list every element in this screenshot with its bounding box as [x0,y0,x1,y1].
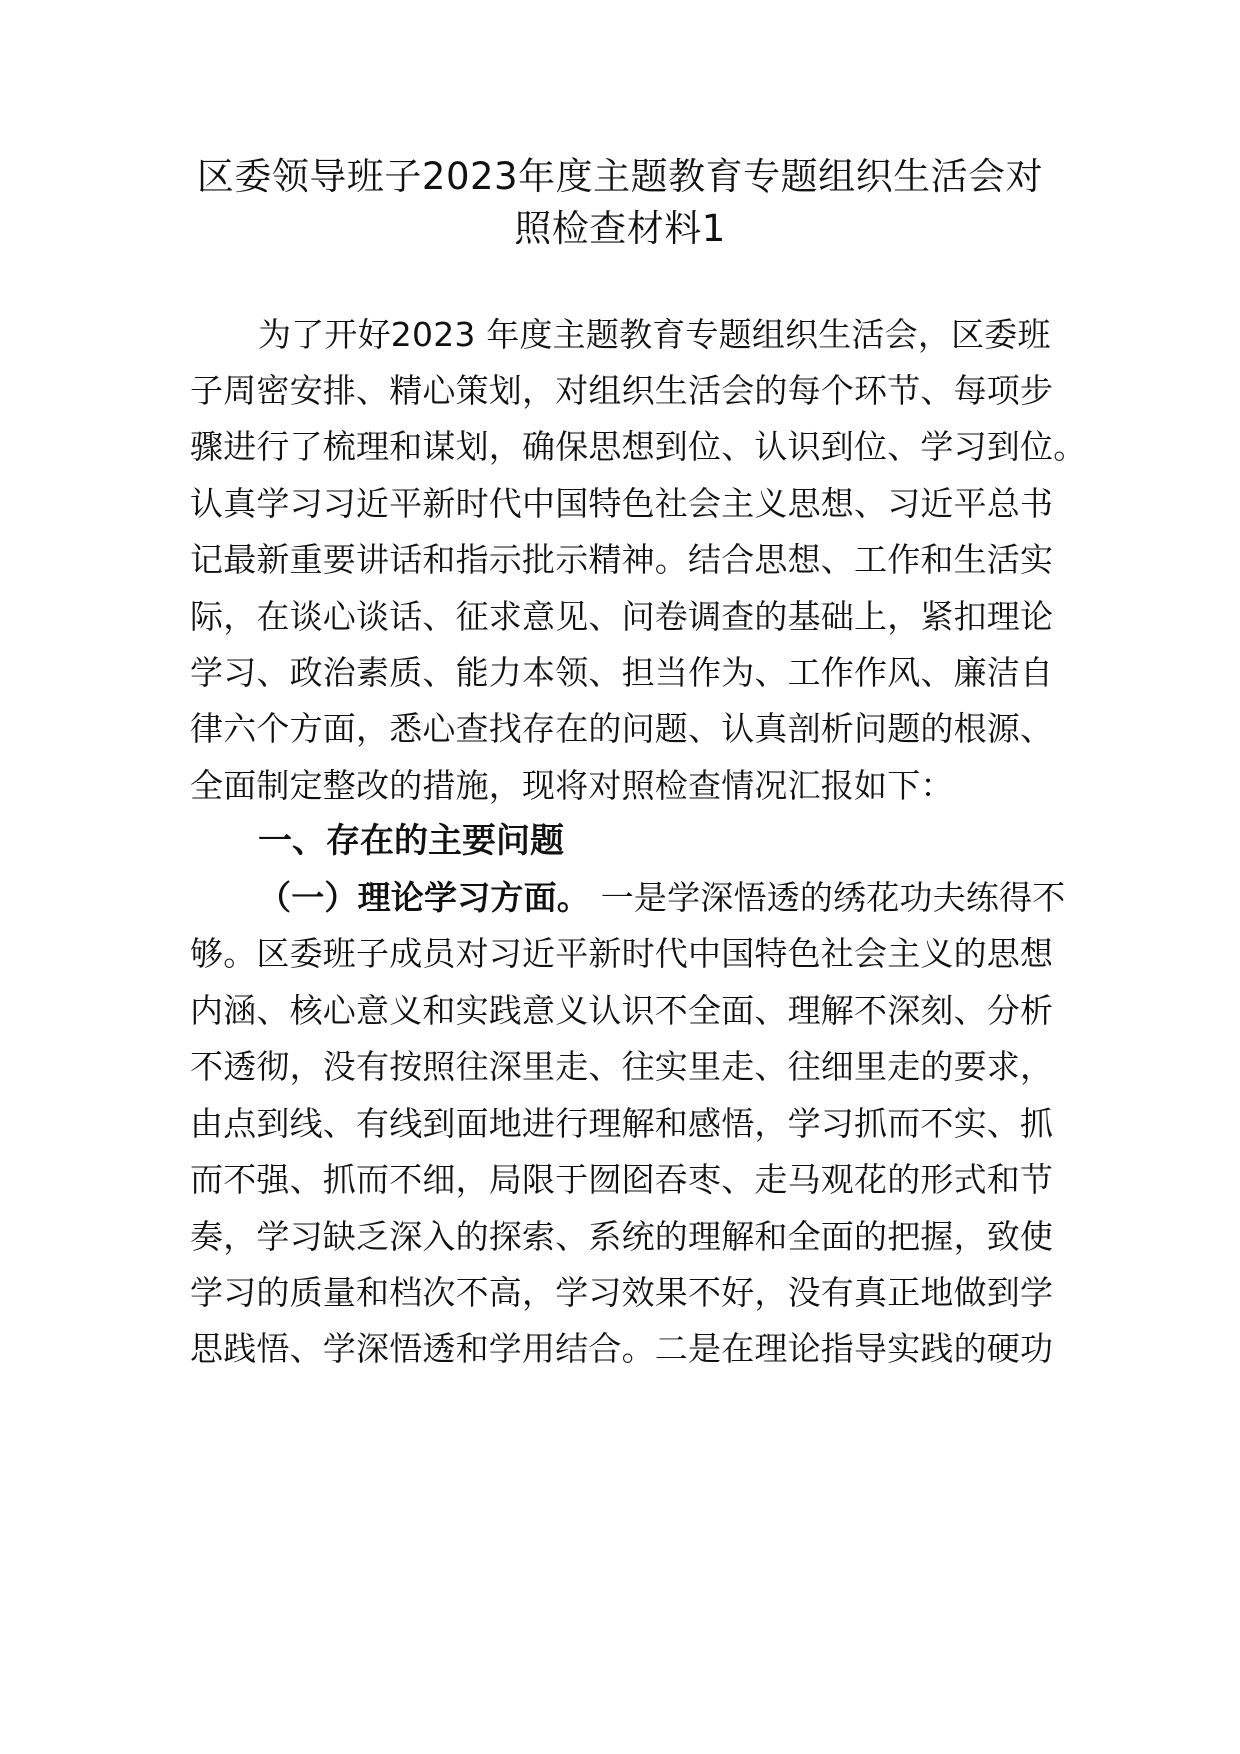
subsection-label: （一）理论学习方面。 [258,878,590,917]
subsection-line: 够。区委班子成员对习近平新时代中国特色社会主义的思想 [190,934,1054,973]
subsection-line: 学习的质量和档次不高，学习效果不好，没有真正地做到学 [190,1273,1054,1312]
intro-line: 为了开好2023 年度主题教育专题组织生活会，区委班 [258,315,1051,354]
intro-line: 骤进行了梳理和谋划，确保思想到位、认识到位、学习到位。 [190,427,1087,466]
intro-line: 子周密安排、精心策划，对组织生活会的每个环节、每项步 [190,371,1054,410]
intro-line: 认真学习习近平新时代中国特色社会主义思想、习近平总书 [190,484,1054,523]
subsection-line: 由点到线、有线到面地进行理解和感悟，学习抓而不实、抓 [190,1104,1054,1143]
intro-line: 全面制定整改的措施，现将对照检查情况汇报如下： [190,766,954,805]
subsection-line: 奏，学习缺乏深入的探索、系统的理解和全面的把握，致使 [190,1217,1054,1256]
document-title-line-2: 照检查材料1 [514,207,726,250]
intro-line: 律六个方面，悉心查找存在的问题、认真剖析问题的根源、 [190,709,1054,748]
subsection-first-line [258,875,1128,921]
intro-line: 学习、政治素质、能力本领、担当作为、工作作风、廉洁自 [190,653,1054,692]
document-title-line-1: 区委领导班子2023年度主题教育专题组织生活会对 [196,155,1044,198]
subsection-line: 不透彻，没有按照往深里走、往实里走、往细里走的要求， [190,1047,1054,1086]
section-heading: 一、存在的主要问题 [258,821,564,861]
intro-line: 际，在谈心谈话、征求意见、问卷调查的基础上，紧扣理论 [190,597,1054,636]
subsection-line: 内涵、核心意义和实践意义认识不全面、理解不深刻、分析 [190,991,1054,1030]
subsection-first-line-text: 一是学深悟透的绣花功夫练得不 [590,878,1066,917]
subsection-line: 思践悟、学深悟透和学用结合。二是在理论指导实践的硬功 [190,1329,1054,1368]
subsection-line: 而不强、抓而不细，局限于囫囵吞枣、走马观花的形式和节 [190,1160,1054,1199]
intro-line: 记最新重要讲话和指示批示精神。结合思想、工作和生活实 [190,540,1054,579]
